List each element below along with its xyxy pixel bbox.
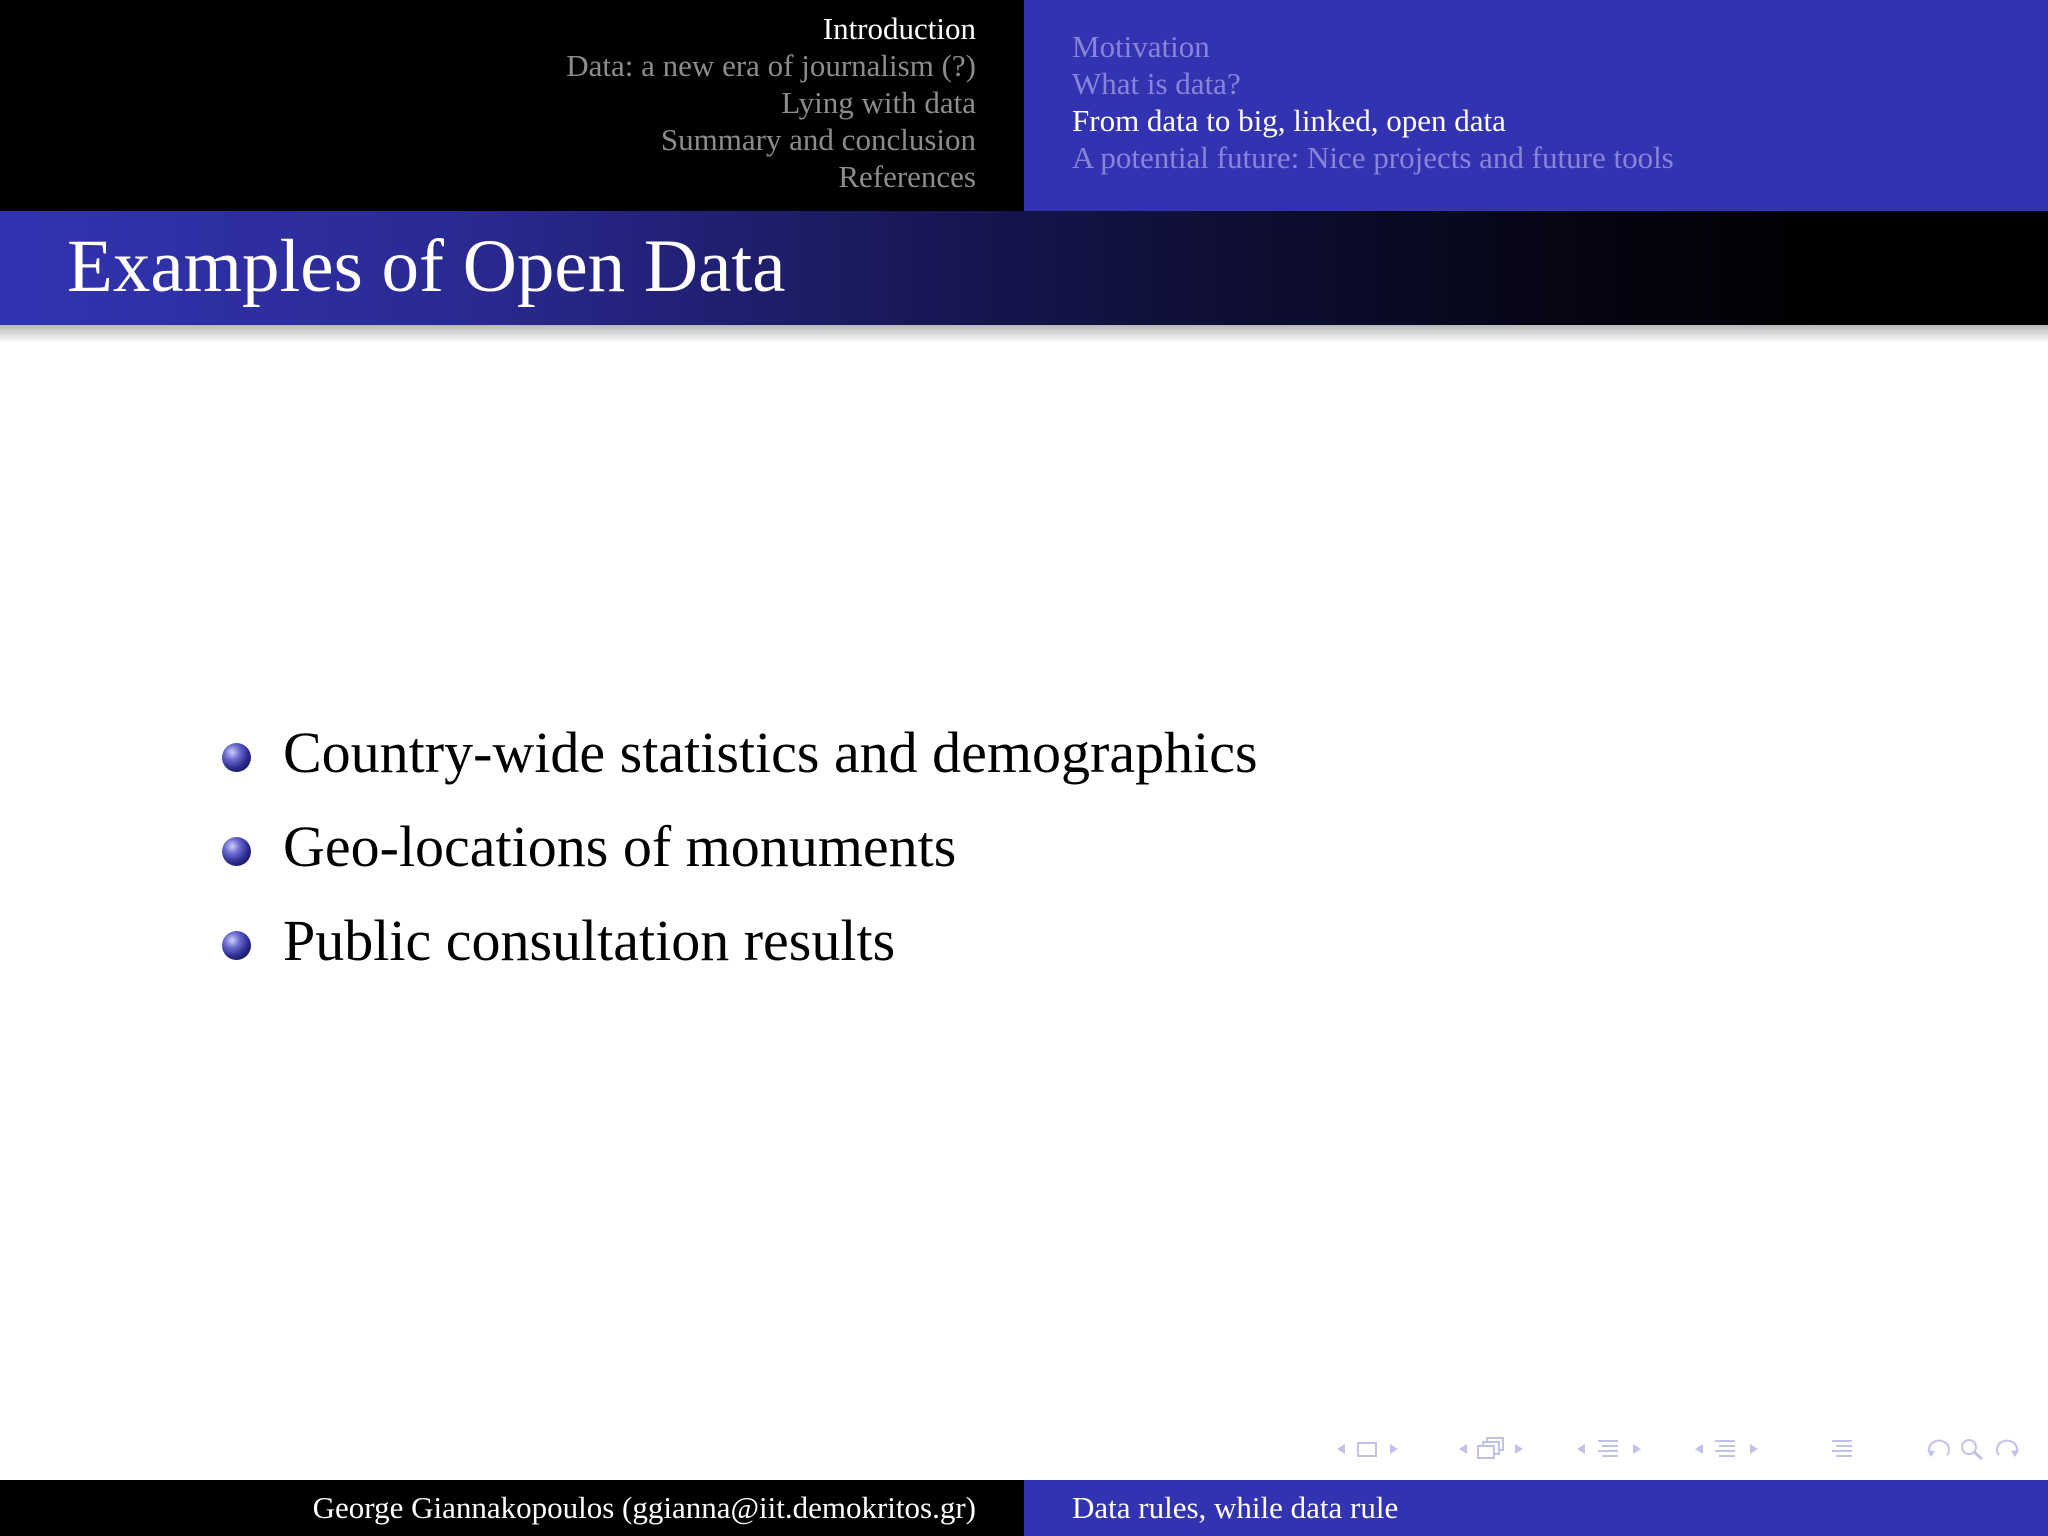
section-link-lying-with-data[interactable]: Lying with data [781, 85, 976, 120]
frame-title-bar [0, 211, 2048, 325]
nav-back-icon[interactable] [1923, 1434, 1955, 1464]
bullet-ball-icon [222, 931, 251, 960]
subsection-link-open-data[interactable]: From data to big, linked, open data [1072, 103, 1506, 138]
section-link-references[interactable]: References [838, 159, 976, 194]
footline-author-panel [0, 1480, 1024, 1536]
navigation-symbols [1335, 1434, 2035, 1464]
footline-title-panel [1024, 1480, 2048, 1536]
nav-slide-prev-icon[interactable] [1457, 1434, 1469, 1464]
subsection-list [1072, 28, 1674, 176]
bullet-ball-icon [222, 837, 251, 866]
bullet-ball-icon [222, 743, 251, 772]
headline-bar [0, 0, 2048, 211]
nav-section-prev-icon[interactable] [1693, 1434, 1705, 1464]
nav-section-icon[interactable] [1710, 1434, 1740, 1464]
subsection-link-potential-future[interactable]: A potential future: Nice projects and future tools [1072, 140, 1674, 175]
subsection-link-motivation[interactable]: Motivation [1072, 29, 1210, 64]
footline-author: George Giannakopoulos (ggianna@iit.demokritos.gr) [312, 1490, 976, 1525]
bullet-text: Country-wide statistics and demographics [283, 720, 1258, 785]
section-link-data-journalism[interactable]: Data: a new era of journalism (?) [566, 48, 976, 83]
nav-forward-icon[interactable] [1991, 1434, 2023, 1464]
frame-title: Examples of Open Data [67, 225, 786, 308]
footline-short-title: Data rules, while data rule [1072, 1490, 1399, 1525]
section-navigation-panel [0, 0, 1024, 211]
nav-frame-next-icon[interactable] [1388, 1434, 1400, 1464]
nav-section-next-icon[interactable] [1748, 1434, 1760, 1464]
nav-slide-next-icon[interactable] [1513, 1434, 1525, 1464]
title-shadow [0, 325, 2048, 343]
nav-subsection-icon[interactable] [1593, 1434, 1623, 1464]
section-link-summary[interactable]: Summary and conclusion [660, 122, 976, 157]
nav-subsection-prev-icon[interactable] [1575, 1434, 1587, 1464]
footline-bar [0, 1480, 2048, 1536]
nav-frame-icon[interactable] [1355, 1434, 1379, 1464]
bullet-text: Geo-locations of monuments [283, 814, 957, 879]
nav-slide-icon[interactable] [1475, 1434, 1507, 1464]
subsection-link-what-is-data[interactable]: What is data? [1072, 66, 1241, 101]
nav-frame-prev-icon[interactable] [1335, 1434, 1347, 1464]
section-link-introduction[interactable]: Introduction [822, 11, 976, 46]
subsection-navigation-panel [1024, 0, 2048, 211]
nav-search-icon[interactable] [1957, 1434, 1987, 1464]
bullet-text: Public consultation results [283, 908, 896, 973]
nav-document-icon[interactable] [1827, 1434, 1857, 1464]
section-list [566, 10, 976, 195]
nav-subsection-next-icon[interactable] [1631, 1434, 1643, 1464]
